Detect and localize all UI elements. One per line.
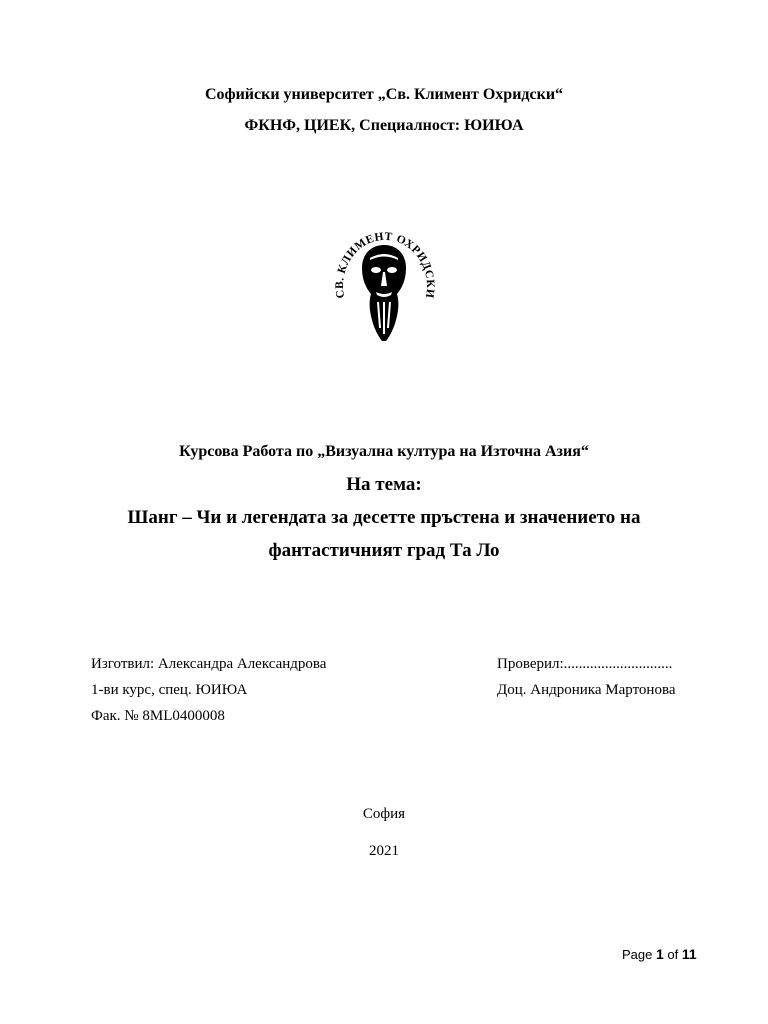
university-name: Софийски университет „Св. Климент Охридски“ xyxy=(204,86,564,103)
faculty-number: Фак. № 8ML0400008 xyxy=(91,708,225,724)
page-prefix: Page xyxy=(622,947,653,962)
reviewer-name: Доц. Андроника Мартонова xyxy=(497,682,676,698)
page-current: 1 xyxy=(656,946,664,962)
page-separator: of xyxy=(667,947,679,962)
paper-title-line-1: Шанг – Чи и легендата за десетте пръстена и значението на xyxy=(127,507,641,528)
city: София xyxy=(362,806,406,822)
page-total: 11 xyxy=(681,946,697,962)
course-title: Курсова Работа по „Визуална култура на Източна Азия“ xyxy=(179,443,589,460)
seal-inscription: СВ. КЛИМЕНТ ОХРИДСКИ xyxy=(333,230,437,300)
topic-label: На тема: xyxy=(346,474,422,495)
course-info: 1-ви курс, спец. ЮИЮА xyxy=(91,682,248,698)
university-seal-logo xyxy=(326,218,442,344)
paper-title-line-2: фантастичният град Та Ло xyxy=(268,540,500,561)
prepared-by: Изготвил: Александра Александрова xyxy=(91,656,327,672)
year: 2021 xyxy=(369,843,399,859)
page-number xyxy=(622,946,697,962)
faculty-line: ФКНФ, ЦИЕК, Специалност: ЮИЮА xyxy=(244,117,524,134)
checked-by: Проверил:............................. xyxy=(497,656,673,672)
